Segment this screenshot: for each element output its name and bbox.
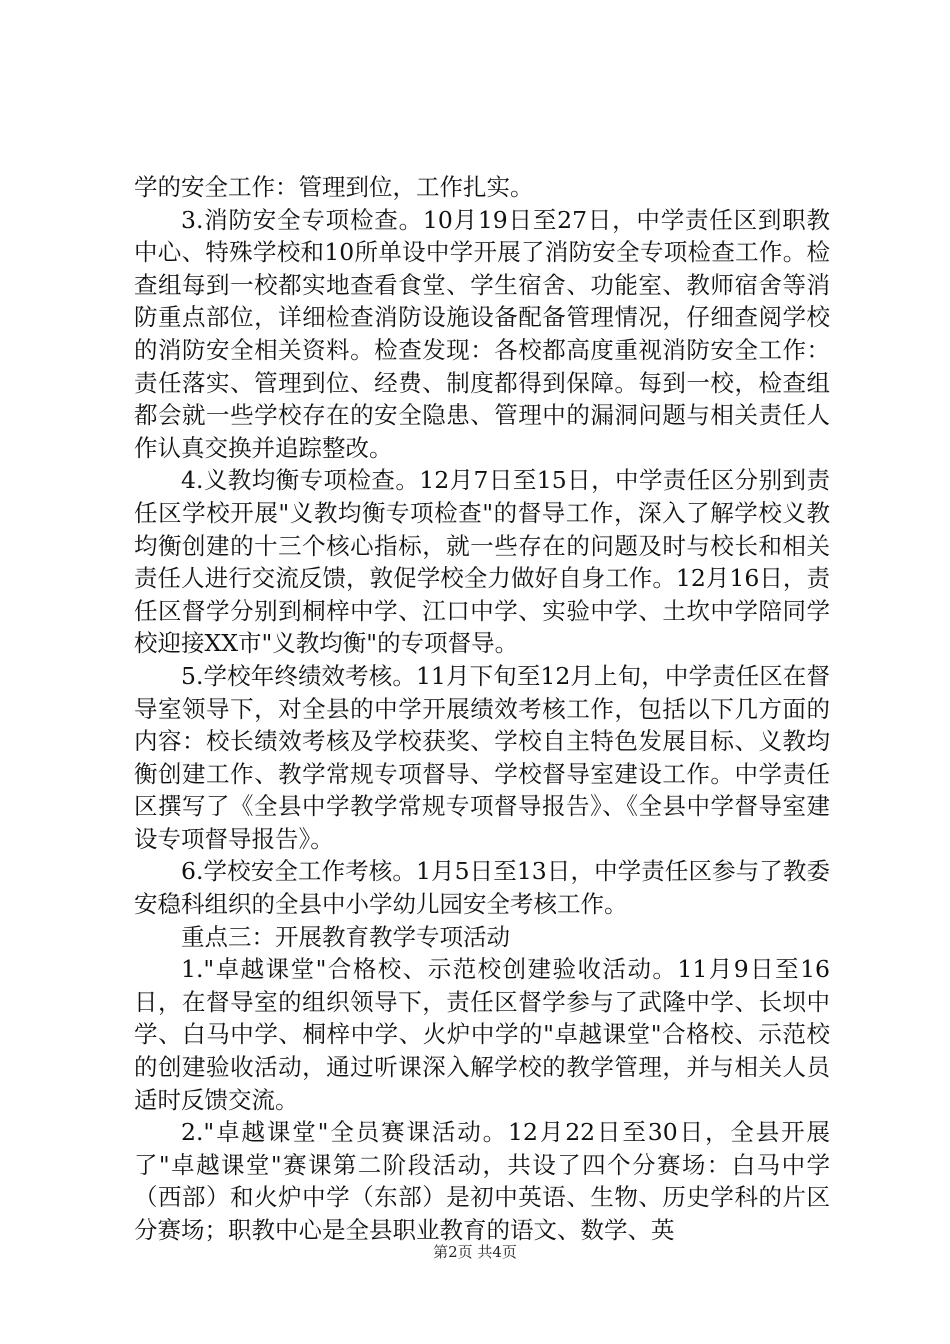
paragraph-year-end-performance-review: 5.学校年终绩效考核。11月下旬至12月上旬，中学责任区在督导室领导下，对全县的中学开展绩效考核工作，包括以下几方面的内容：校长绩效考核及学校获奖、学校自主特色发展目标、义教均衡创建工作、教学常规专项督导、学校督导室建设工作。中学责任区撰写了《全县中学教学常规专项督导报告》、《全县中学督导室建设专项督导报告》。	[134, 661, 830, 853]
paragraph-continuation: 学的安全工作：管理到位，工作扎实。	[134, 173, 534, 201]
paragraph-compulsory-education-inspection: 4.义教均衡专项检查。12月7日至15日，中学责任区分别到责任区学校开展"义教均衡专项检查"的督导工作，深入了解学校义教均衡创建的十三个核心指标，就一些存在的问题及时与校长和相关责任人进行交流反馈，敦促学校全力做好自身工作。12月16日，责任区督学分别到桐梓中学、江口中学、实验中学、土坎中学陪同学校迎接XX市"义教均衡"的专项督导。	[134, 466, 830, 658]
paragraph-fire-safety-inspection: 3.消防安全专项检查。10月19日至27日，中学责任区到职教中心、特殊学校和10所单设中学开展了消防安全专项检查工作。检查组每到一校都实地查看食堂、学生宿舍、功能室、教师宿舍等消防重点部位，详细检查消防设施设备配备管理情况，仔细查阅学校的消防安全相关资料。检查发现：各校都高度重视消防安全工作：责任落实、管理到位、经费、制度都得到保障。每到一校，检查组都会就一些学校存在的安全隐患、管理中的漏洞问题与相关责任人作认真交换并追踪整改。	[134, 205, 830, 462]
body-text	[134, 171, 830, 1247]
paragraph-excellent-classroom-competition: 2."卓越课堂"全员赛课活动。12月22日至30日，全县开展了"卓越课堂"赛课第二阶段活动，共设了四个分赛场：白马中学（西部）和火炉中学（东部）是初中英语、生物、历史学科的片区分赛场；职教中心是全县职业教育的语文、数学、英	[134, 1118, 830, 1244]
paragraph-school-safety-review: 6.学校安全工作考核。1月5日至13日，中学责任区参与了教委安稳科组织的全县中小学幼儿园安全考核工作。	[134, 857, 830, 919]
paragraph-excellent-classroom-acceptance: 1."卓越课堂"合格校、示范校创建验收活动。11月9日至16日，在督导室的组织领导下，责任区督学参与了武隆中学、长坝中学、白马中学、桐梓中学、火炉中学的"卓越课堂"合格校、示范校的创建验收活动，通过听课深入解学校的教学管理，并与相关人员适时反馈交流。	[134, 955, 830, 1114]
page-number-footer: 第2页 共4页	[433, 1243, 517, 1261]
section-heading-focus-three: 重点三：开展教育教学专项活动	[181, 922, 510, 951]
